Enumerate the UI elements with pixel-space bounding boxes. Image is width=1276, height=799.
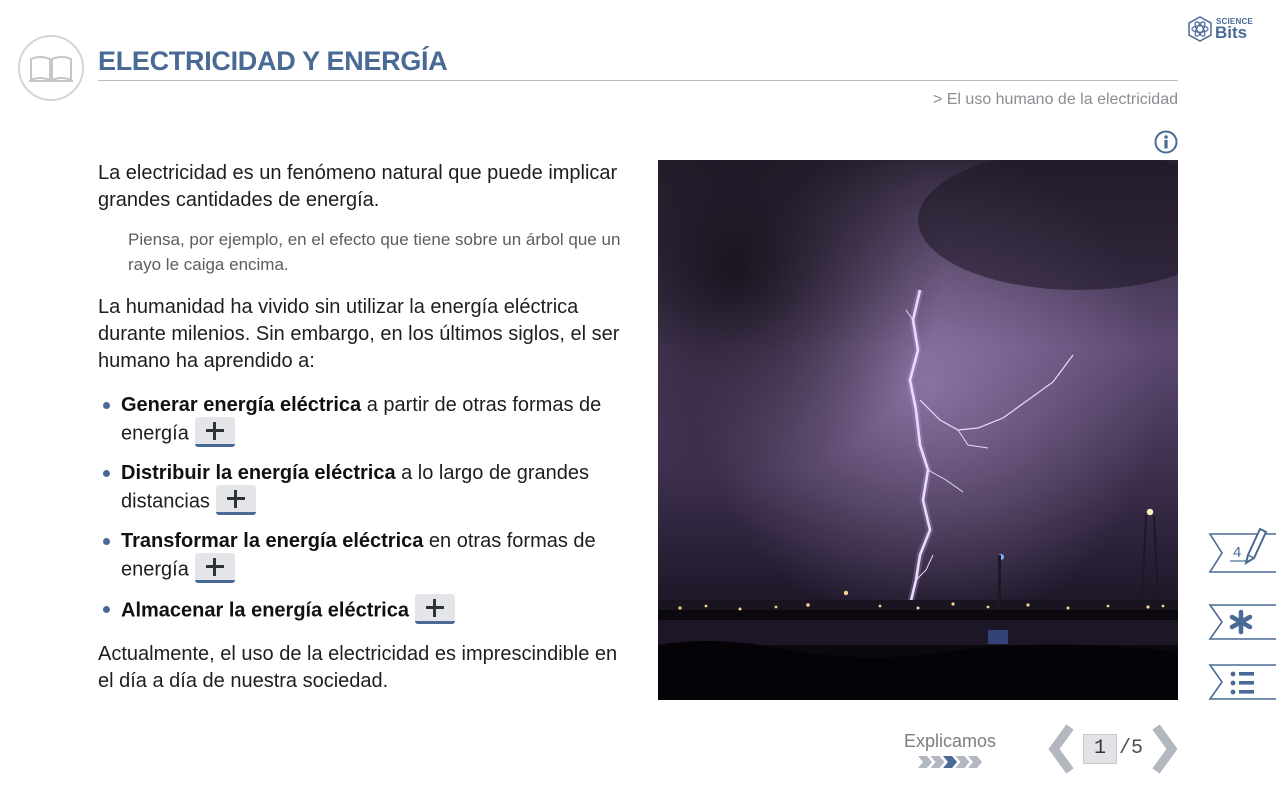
list-icon xyxy=(1208,661,1276,701)
history-paragraph: La humanidad ha vivido sin utilizar la energía eléctrica durante milenios. Sin embargo, en los últimos siglos, el ser humano ha aprendido a: xyxy=(98,296,620,372)
asterisk-icon xyxy=(1208,601,1276,641)
list-item-text: en otras formas de energía xyxy=(121,530,596,581)
progress-step xyxy=(931,756,945,768)
notes-tab[interactable] xyxy=(1208,527,1276,571)
list-item-bold: Transformar la energía eléctrica xyxy=(121,530,424,552)
notes-count: 4 xyxy=(1233,544,1242,561)
list-item xyxy=(98,596,628,626)
progress-step xyxy=(968,756,982,768)
lesson-text xyxy=(98,160,628,695)
list-item xyxy=(98,392,628,449)
info-icon xyxy=(1154,130,1178,154)
list-item-text: a partir de otras formas de energía xyxy=(121,394,602,445)
note-paragraph: Piensa, por ejemplo, en el efecto que tiene sobre un árbol que un rayo le caiga encima. xyxy=(128,230,621,274)
breadcrumb[interactable]: > El uso humano de la electricidad xyxy=(932,91,1178,108)
list-item-bold: Generar energía eléctrica xyxy=(121,394,362,416)
chevron-left-icon xyxy=(1046,724,1076,774)
expand-plus-button[interactable] xyxy=(195,417,235,447)
list-item-text: a lo largo de grandes distancias xyxy=(121,462,590,513)
image-info-button[interactable] xyxy=(1154,130,1178,154)
title-divider xyxy=(98,80,1178,81)
open-book-icon xyxy=(28,53,74,83)
page-title: ELECTRICIDAD Y ENERGÍA xyxy=(98,46,448,76)
list-item-bold: Distribuir la energía eléctrica xyxy=(121,462,396,484)
closing-paragraph: Actualmente, el uso de la electricidad es imprescindible en el día a día de nuestra sociedad. xyxy=(98,643,618,692)
page-number-input[interactable]: 1 xyxy=(1083,734,1117,764)
list-item xyxy=(98,460,628,517)
list-item xyxy=(98,528,628,585)
section-progress xyxy=(918,755,984,769)
expand-plus-button[interactable] xyxy=(195,553,235,583)
next-page-button[interactable] xyxy=(1150,724,1180,774)
page-total: /5 xyxy=(1119,737,1144,760)
brand-name: Bits xyxy=(1215,23,1248,42)
expand-plus-button[interactable] xyxy=(415,594,455,624)
progress-step xyxy=(943,756,957,768)
index-tab[interactable] xyxy=(1208,661,1276,705)
lightning-photo xyxy=(658,160,1178,700)
chevron-right-icon xyxy=(1150,724,1180,774)
list-item-bold: Almacenar la energía eléctrica xyxy=(121,599,409,622)
brand-logo xyxy=(1187,16,1259,44)
section-label: Explicamos xyxy=(903,731,997,751)
atom-logo-icon xyxy=(1187,16,1213,42)
book-icon-badge xyxy=(18,35,84,101)
skills-list xyxy=(98,392,628,626)
expand-plus-button[interactable] xyxy=(216,485,256,515)
progress-step xyxy=(918,756,932,768)
edit-pencil-icon xyxy=(1208,527,1276,573)
brand-tagline: SCIENCE xyxy=(1216,17,1253,26)
progress-step xyxy=(956,756,970,768)
previous-page-button[interactable] xyxy=(1046,724,1076,774)
highlights-tab[interactable] xyxy=(1208,601,1276,645)
intro-paragraph: La electricidad es un fenómeno natural que puede implicar grandes cantidades de energía. xyxy=(98,162,618,211)
